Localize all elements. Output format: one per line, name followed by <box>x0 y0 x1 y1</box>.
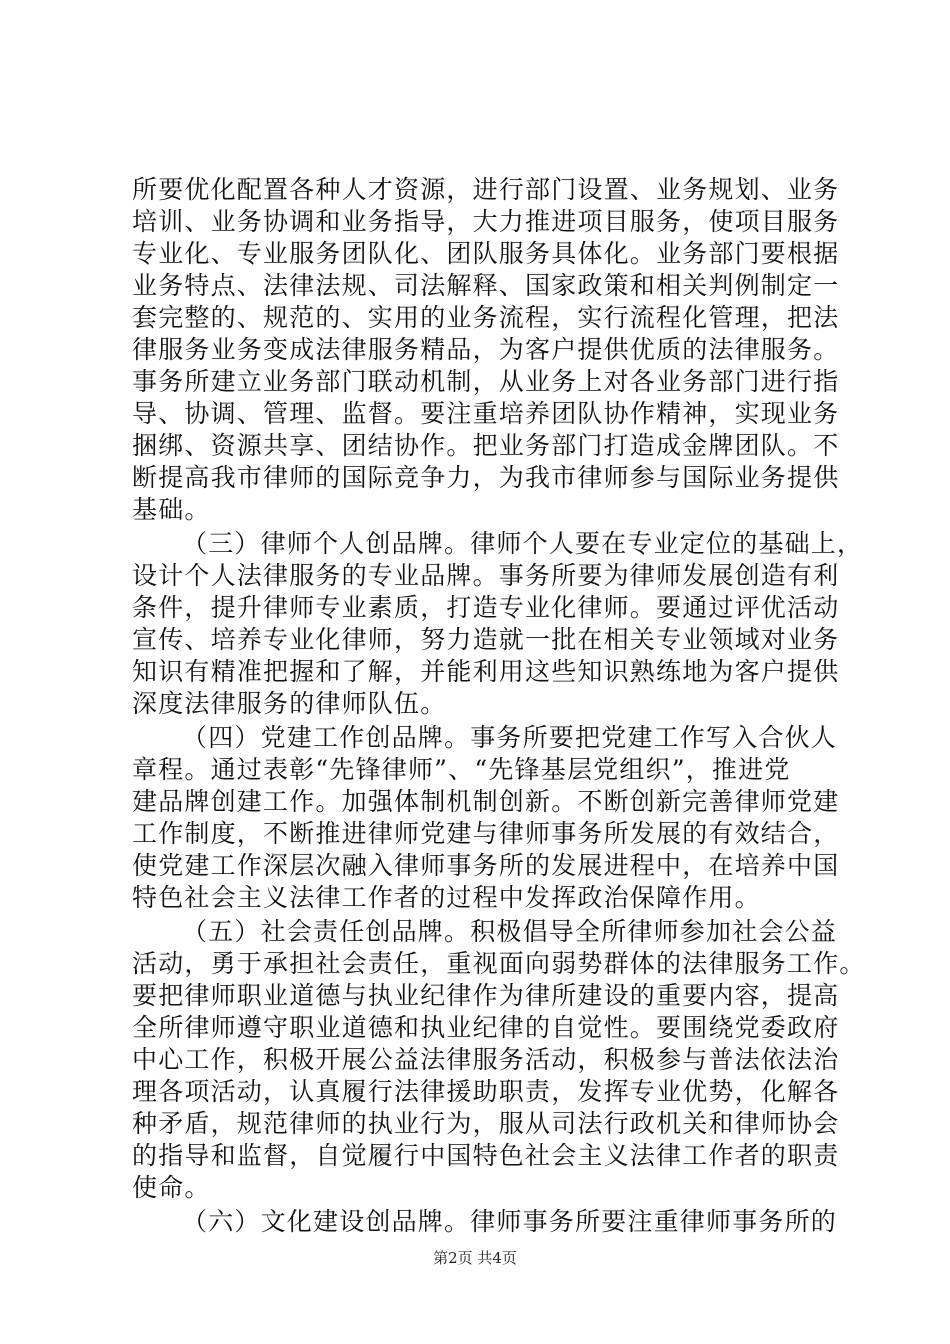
body-line: 设计个人法律服务的专业品牌。事务所要为律师发展创造有利 <box>132 561 840 590</box>
body-line: 基础。 <box>132 495 211 524</box>
body-line: 捆绑、资源共享、团结协作。把业务部门打造成金牌团队。不 <box>132 431 840 460</box>
body-line: 套完整的、规范的、实用的业务流程，实行流程化管理，把法 <box>132 303 840 332</box>
body-line: 业务特点、法律法规、司法解释、国家政策和相关判例制定一 <box>132 271 840 300</box>
body-line: 专业化、专业服务团队化、团队服务具体化。业务部门要根据 <box>132 239 840 268</box>
section-heading-line: （三）律师个人创品牌。律师个人要在专业定位的基础上， <box>182 529 864 558</box>
body-line: 要把律师职业道德与执业纪律作为律所建设的重要内容，提高 <box>132 981 840 1010</box>
section-heading-line: （六）文化建设创品牌。律师事务所要注重律师事务所的 <box>182 1207 838 1236</box>
body-line: 深度法律服务的律师队伍。 <box>132 689 447 718</box>
body-line: 宣传、培养专业化律师，努力造就一批在相关专业领域对业务 <box>132 625 840 654</box>
body-line: 特色社会主义法律工作者的过程中发挥政治保障作用。 <box>132 883 761 912</box>
body-line: 建品牌创建工作。加强体制机制创新。不断创新完善律师党建 <box>132 787 840 816</box>
body-line: 所要优化配置各种人才资源，进行部门设置、业务规划、业务 <box>132 175 840 204</box>
body-line: 工作制度，不断推进律师党建与律师事务所发展的有效结合， <box>132 819 840 848</box>
section-heading-line: （五）社会责任创品牌。积极倡导全所律师参加社会公益 <box>182 917 838 946</box>
body-line: 使党建工作深层次融入律师事务所的发展进程中，在培养中国 <box>132 851 840 880</box>
body-line: 导、协调、管理、监督。要注重培养团队协作精神，实现业务 <box>132 399 840 428</box>
body-line: 种矛盾，规范律师的执业行为，服从司法行政机关和律师协会 <box>132 1109 840 1138</box>
section-heading-line: （四）党建工作创品牌。事务所要把党建工作写入合伙人 <box>182 723 838 752</box>
body-line: 律服务业务变成法律服务精品，为客户提供优质的法律服务。 <box>132 335 840 364</box>
body-line: 使命。 <box>132 1173 211 1202</box>
body-line: 知识有精准把握和了解，并能利用这些知识熟练地为客户提供 <box>132 657 840 686</box>
body-line: 断提高我市律师的国际竞争力，为我市律师参与国际业务提供 <box>132 463 840 492</box>
page-number: 第2页 <box>433 1249 473 1267</box>
body-line: 事务所建立业务部门联动机制，从业务上对各业务部门进行指 <box>132 367 840 396</box>
body-line: 理各项活动，认真履行法律援助职责，发挥专业优势，化解各 <box>132 1077 840 1106</box>
body-line: 章程。通过表彰“先锋律师”、“先锋基层党组织”，推进党 <box>132 755 791 784</box>
body-line: 中心工作，积极开展公益法律服务活动，积极参与普法依法治 <box>132 1045 840 1074</box>
page-total: 共4页 <box>477 1249 517 1267</box>
body-line: 活动，勇于承担社会责任，重视面向弱势群体的法律服务工作。 <box>132 949 866 978</box>
body-line: 条件，提升律师专业素质，打造专业化律师。要通过评优活动 <box>132 593 840 622</box>
body-line: 全所律师遵守职业道德和执业纪律的自觉性。要围绕党委政府 <box>132 1013 840 1042</box>
page-footer <box>0 1248 950 1268</box>
body-line: 培训、业务协调和业务指导，大力推进项目服务，使项目服务 <box>132 207 840 236</box>
body-line: 的指导和监督，自觉履行中国特色社会主义法律工作者的职责 <box>132 1141 840 1170</box>
